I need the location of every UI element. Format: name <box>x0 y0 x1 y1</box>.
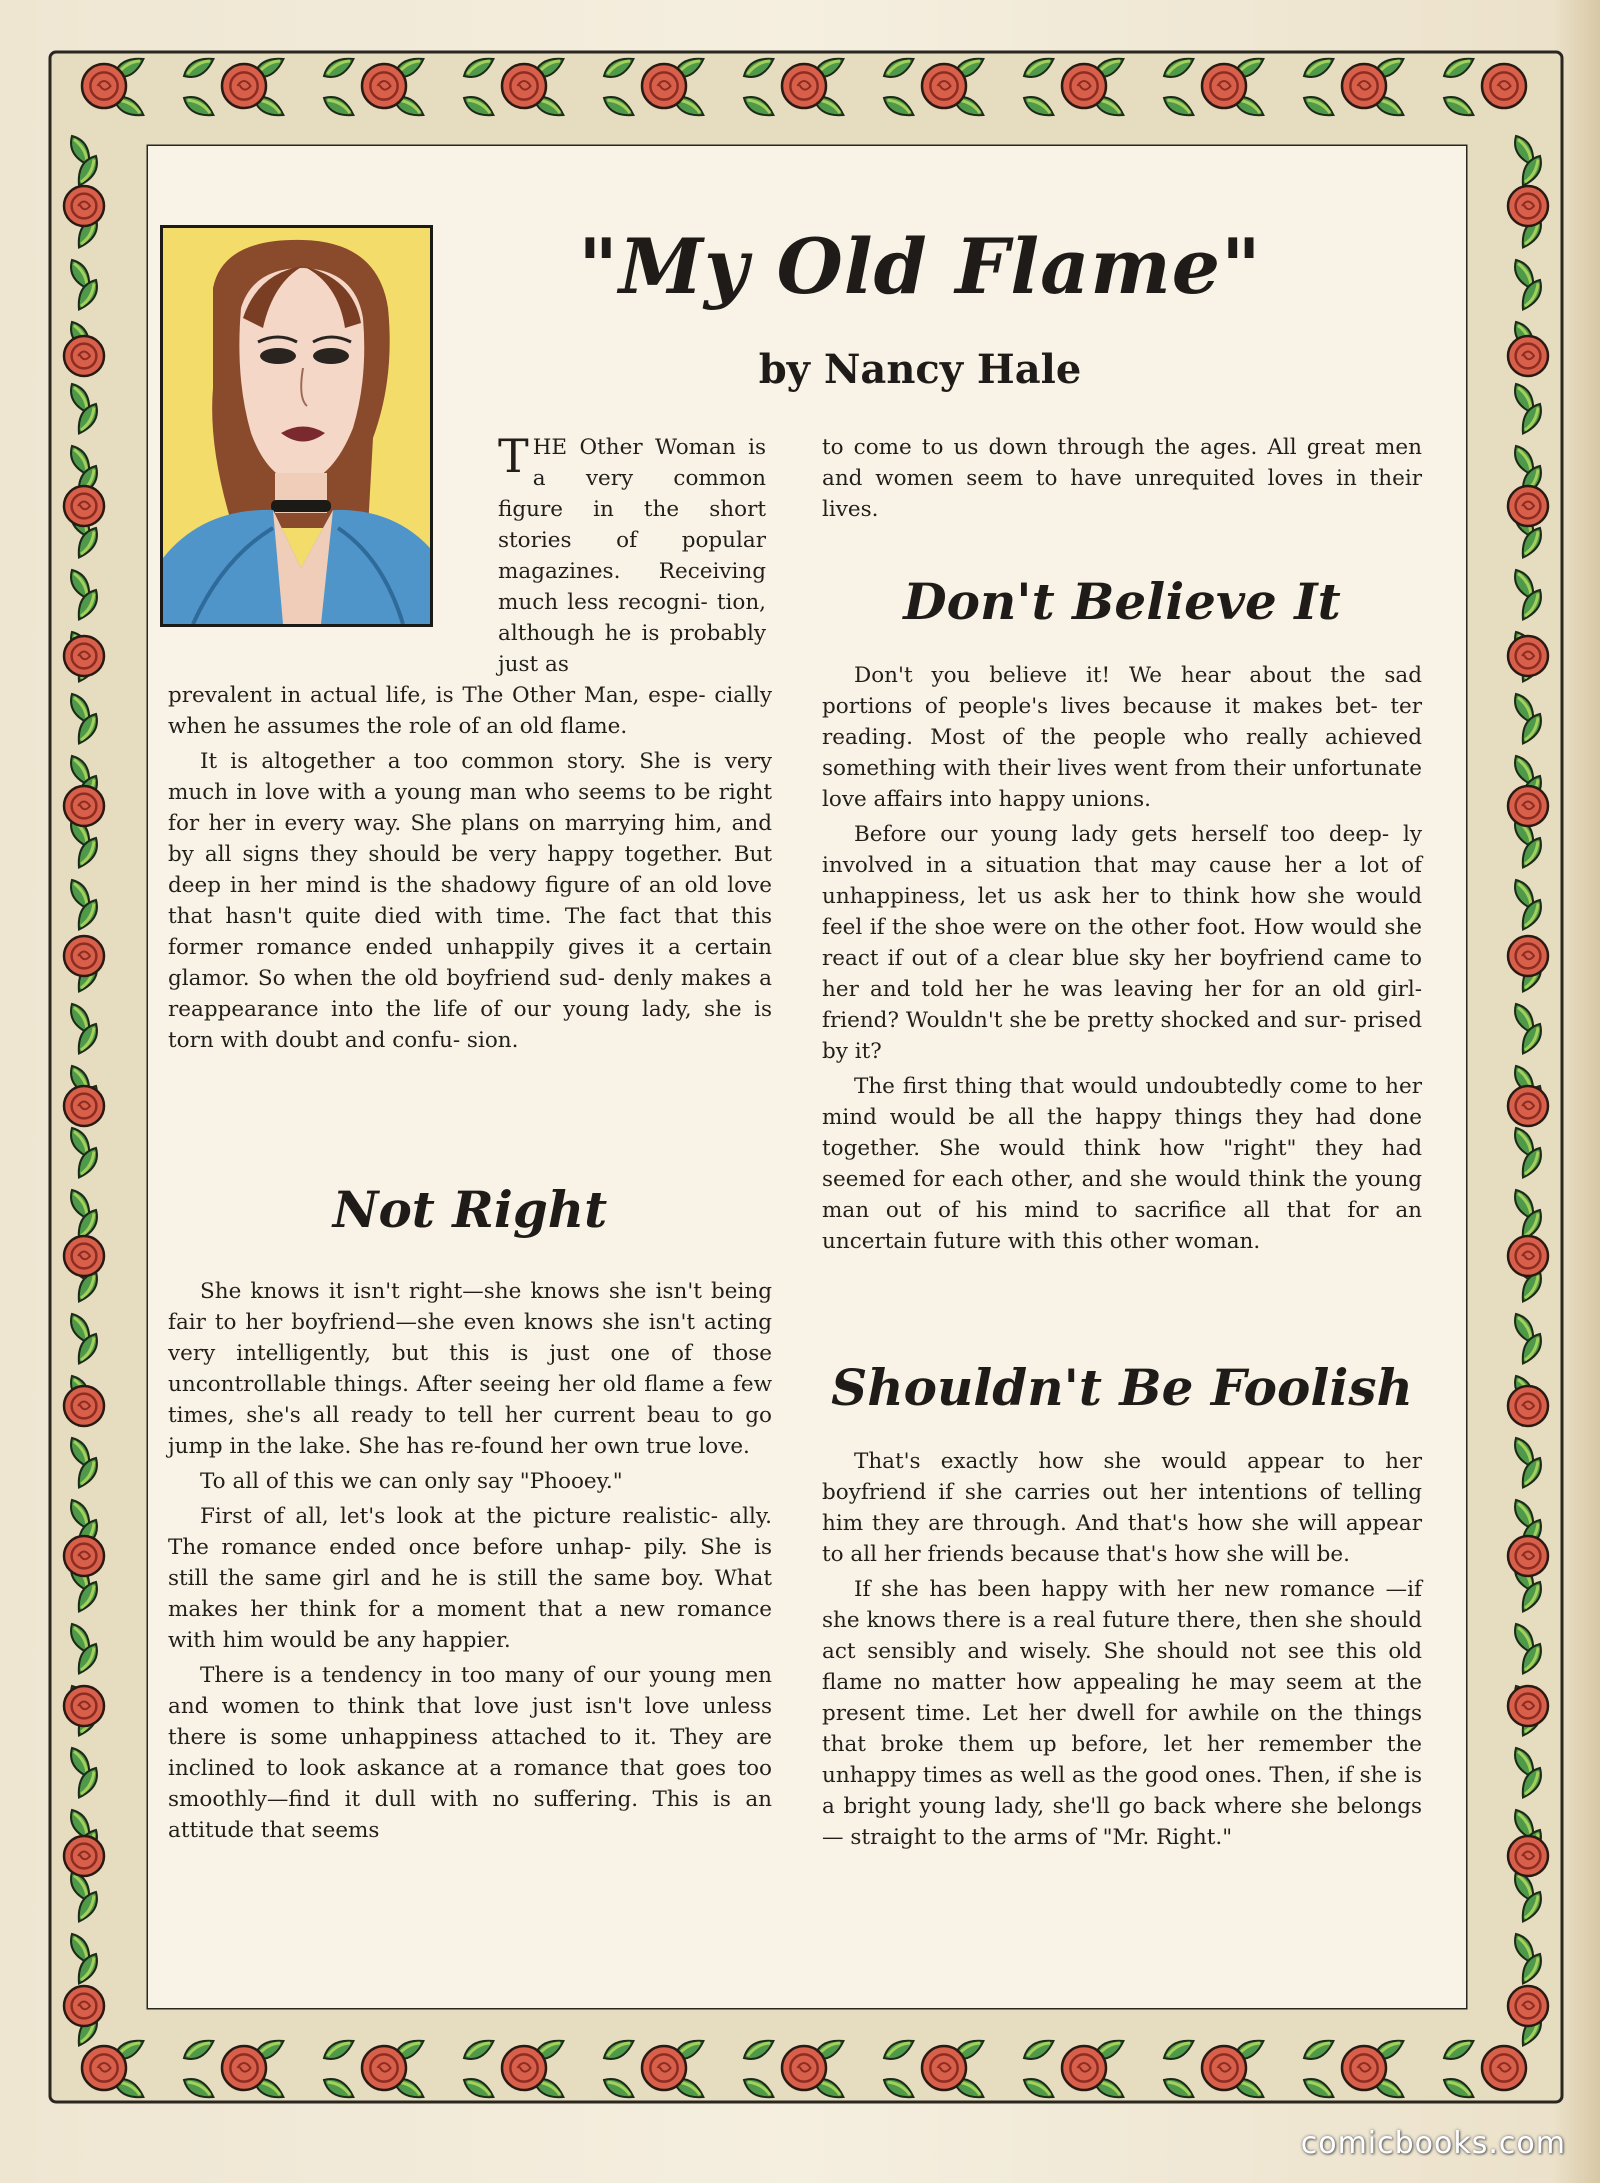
page-title: "My Old Flame" <box>578 222 1262 311</box>
paragraph-1: It is altogether a too common story. She is very much in love with a young man who seems to be right for her in every way. She plans on marrying him, and by all signs they should be very happy together. But deep in her mind is the shadowy figure of an old love that hasn't quite died with time. The fact that this former romance ended unhappily gives it a certain glamor. So when the old boyfriend sud- denly makes a reappearance into the life of our young lady, she is torn with doubt and confu- sion. <box>168 749 772 1053</box>
shouldnt-para-1: That's exactly how she would appear to her boyfriend if she carries out her intentions of telling him they are through. And that's how she will appear to all her friends because that's how she will be. <box>822 1449 1422 1567</box>
dont-believe-para-1: Don't you believe it! We hear about the sad portions of people's lives because it makes bet- ter reading. Most of the people who really achieved something with their lives went from their unfortunate love affairs into happy unions. <box>822 663 1422 812</box>
not-right-para-2: To all of this we can only say "Phooey." <box>200 1469 623 1494</box>
right-column-lower <box>822 1446 1422 1853</box>
right-column-middle <box>822 660 1422 1257</box>
drop-cap: T <box>498 429 529 483</box>
heading-dont-believe-it: Don't Believe It <box>903 572 1341 631</box>
left-column-lower <box>168 1276 772 1846</box>
not-right-para-1: She knows it isn't right—she knows she isn't being fair to her boyfriend—she even knows she isn't acting very intelligently, but this is just one of those uncontrollable things. After seeing her old flame a few times, she's all ready to tell her current beau to go jump in the lake. She has re-found her own true love. <box>168 1279 772 1459</box>
not-right-para-3: First of all, let's look at the picture realistic- ally. The romance ended once before unhap- pily. She is still the same girl and he is still the same boy. What makes her think for a moment that a new romance with him would be any happier. <box>168 1504 772 1653</box>
byline: by Nancy Hale <box>758 346 1082 393</box>
watermark: comicbooks.com <box>1300 2126 1566 2161</box>
right-column-top <box>822 432 1422 525</box>
left-column-upper <box>168 680 772 1056</box>
heading-shouldnt-be-foolish: Shouldn't Be Foolish <box>831 1358 1413 1417</box>
intro-wrap <box>498 429 766 680</box>
intro-text: HE Other Woman is a very common figure in the short stories of popular magazines. Receiving much less recogni- tion, although he is probably just as <box>498 435 766 677</box>
heading-not-right: Not Right <box>332 1180 608 1239</box>
not-right-para-4: There is a tendency in too many of our young men and women to think that love just isn't love unless there is some unhappiness attached to it. They are inclined to look askance at a romance that goes too smoothly—find it dull with no suffering. This is an attitude that seems <box>168 1663 772 1843</box>
dont-believe-para-2: Before our young lady gets herself too deep- ly involved in a situation that may cause her a lot of unhappiness, let us ask her to think how she would feel if the shoe were on the other foot. How would she react if out of a clear blue sky her boyfriend came to her and told her he was leaving her for an old girl- friend? Wouldn't she be pretty shocked and sur- prised by it? <box>822 822 1422 1064</box>
intro-rest: prevalent in actual life, is The Other Man, espe- cially when he assumes the role of an old flame. <box>168 683 772 739</box>
dont-believe-para-3: The first thing that would undoubtedly come to her mind would be all the happy things they had done together. She would think how "right" they had seemed for each other, and she would think the young man out of his mind to sacrifice all that for an uncertain future with this other woman. <box>822 1074 1422 1254</box>
shouldnt-para-2: If she has been happy with her new romance —if she knows there is a real future there, then she should act sensibly and wisely. She should not see this old flame no matter how appealing he may seem at the present time. Let her dwell for awhile on the things that broke them up before, let her remember the unhappy times as well as the good ones. Then, if she is a bright young lady, she'll go back where she belongs— straight to the arms of "Mr. Right." <box>822 1577 1422 1850</box>
continued-text: to come to us down through the ages. All great men and women seem to have unrequited loves in their lives. <box>822 435 1422 522</box>
woman-portrait-illustration <box>160 225 433 627</box>
